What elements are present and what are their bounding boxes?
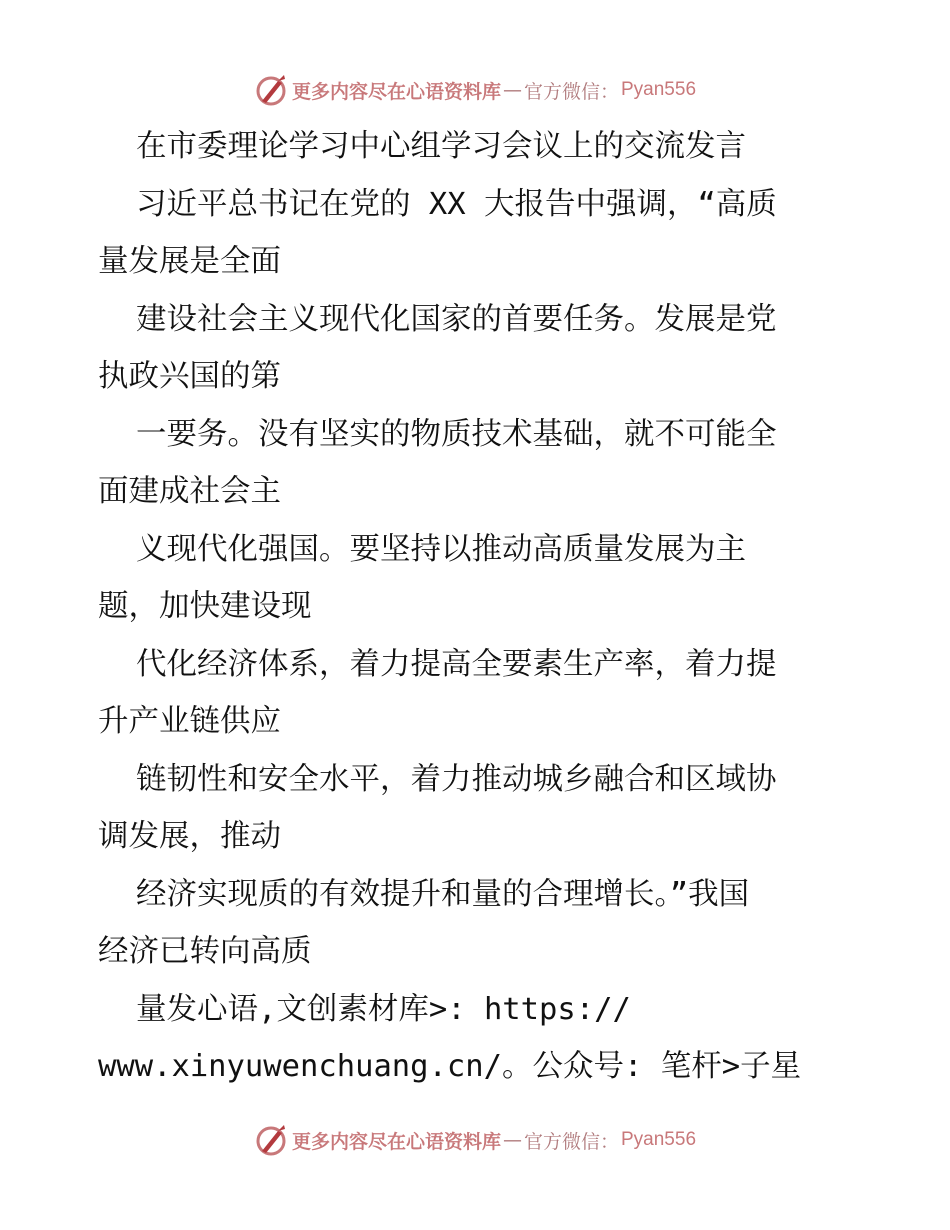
footer-watermark <box>0 1120 950 1160</box>
paragraph-line: 调发展，推动 <box>98 819 281 854</box>
paragraph-line: 升产业链供应 <box>98 704 281 739</box>
paragraph-line: 面建成社会主 <box>98 474 281 509</box>
document-body <box>98 118 858 1096</box>
paragraph-line: 一要务。没有坚实的物质技术基础，就不可能全 <box>136 416 777 452</box>
document-title: 在市委理论学习中心组学习会议上的交流发言 <box>136 129 746 164</box>
paragraph-line: 题，加快建设现 <box>98 589 312 624</box>
watermark-dash: — <box>502 79 522 101</box>
paragraph-line: 执政兴国的第 <box>98 359 281 394</box>
watermark-account-id: Pyan556 <box>621 1129 697 1150</box>
watermark-account-id: Pyan556 <box>621 79 697 100</box>
paragraph-line: 建设社会主义现代化国家的首要任务。发展是党 <box>136 301 777 337</box>
paragraph-line: 代化经济体系，着力提高全要素生产率，着力提 <box>136 646 777 682</box>
paragraph-line: 链韧性和安全水平，着力推动城乡融合和区域协 <box>136 761 777 797</box>
watermark-wechat-label: 官方微信： <box>523 1130 619 1153</box>
paragraph-line: 习近平总书记在党的 XX 大报告中强调，“高质 <box>136 186 777 222</box>
quill-pen-logo-icon <box>254 1123 288 1157</box>
paragraph-line: 经济实现质的有效提升和量的合理增长。”我国 <box>136 876 750 912</box>
watermark-dash: — <box>502 1129 522 1151</box>
paragraph-line: www.xinyuwenchuang.cn/。公众号: 笔杆>子星 <box>98 1049 802 1084</box>
quill-pen-logo-icon <box>254 73 288 107</box>
watermark-promo-text: 更多内容尽在心语资料库 <box>291 80 501 103</box>
watermark-wechat-label: 官方微信： <box>523 80 619 103</box>
watermark-promo-text: 更多内容尽在心语资料库 <box>291 1130 501 1153</box>
paragraph-line: 义现代化强国。要坚持以推动高质量发展为主 <box>136 531 746 567</box>
paragraph-line: 量发心语,文创素材库>: https:// <box>136 991 631 1027</box>
header-watermark <box>0 70 950 110</box>
paragraph-line: 量发展是全面 <box>98 244 281 279</box>
paragraph-line: 经济已转向高质 <box>98 934 312 969</box>
